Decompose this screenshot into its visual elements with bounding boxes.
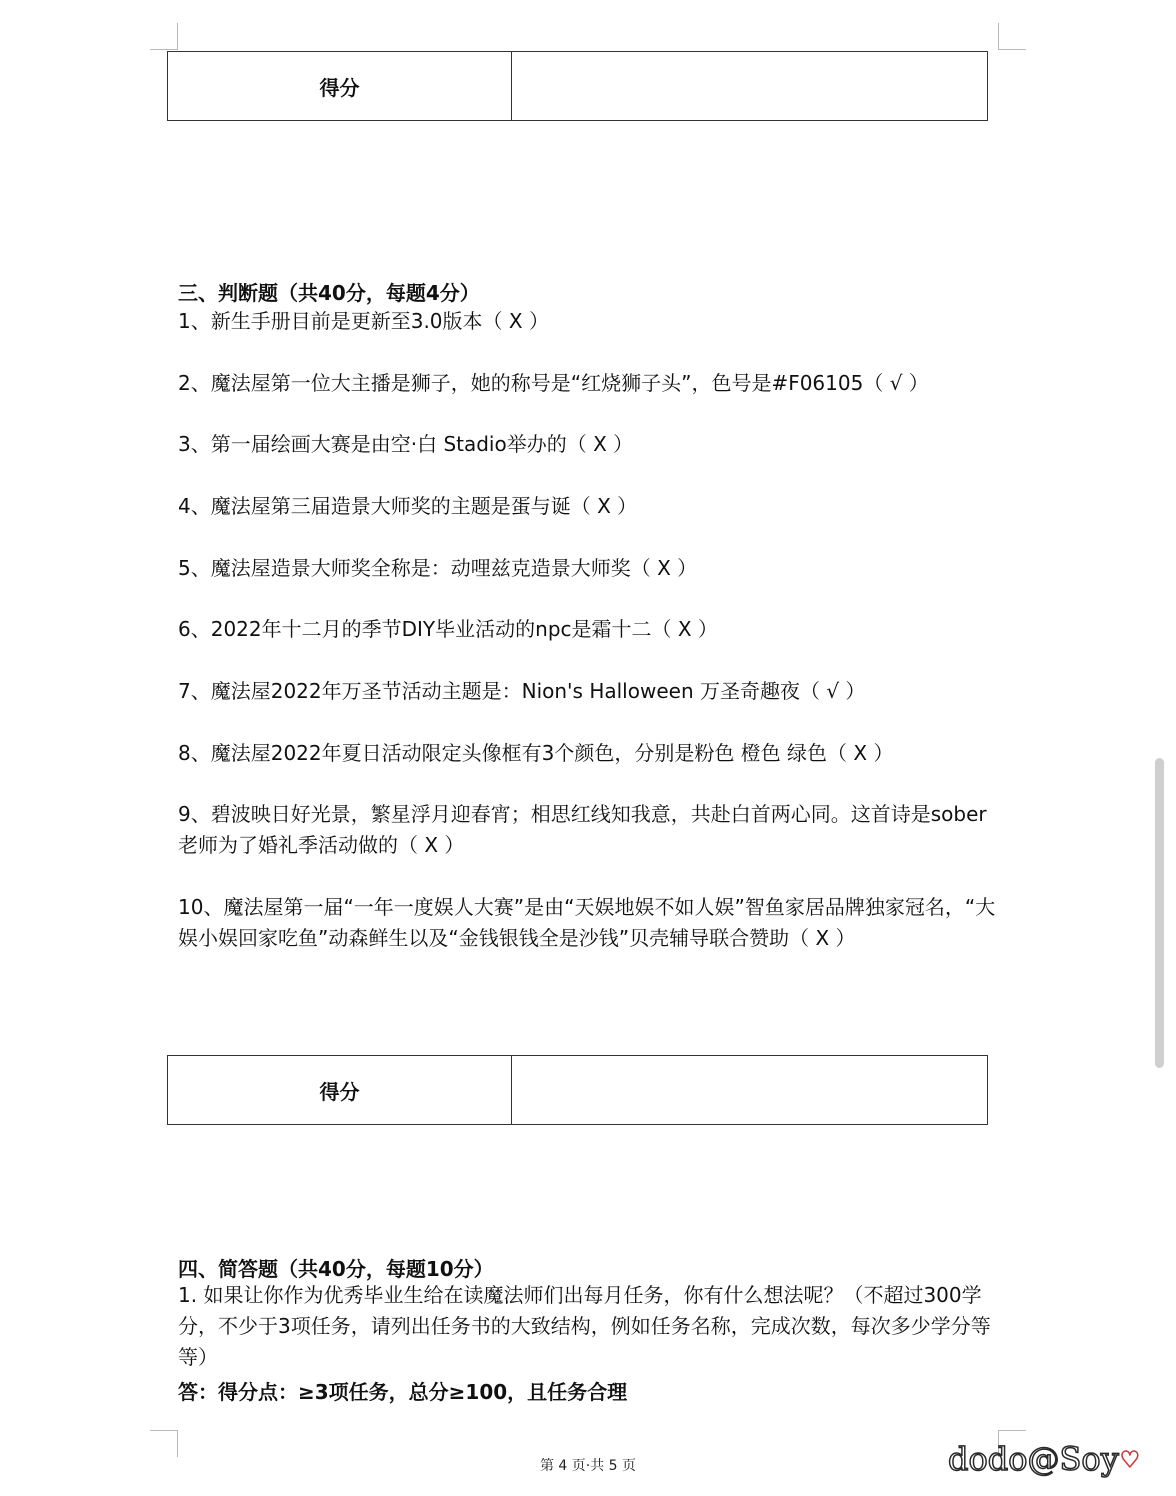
watermark-heart-icon: ♥	[1120, 1448, 1140, 1473]
crop-mark-top-right	[998, 23, 1026, 50]
score-label: 得分	[168, 52, 512, 120]
watermark-text: dodo@Soy	[948, 1440, 1119, 1478]
question-2: 2、魔法屋第一位大主播是狮子，她的称号是“红烧狮子头”，色号是#F06105（ √ ）	[178, 371, 929, 395]
question-4: 4、魔法屋第三届造景大师奖的主题是蛋与诞（ X ）	[178, 494, 638, 518]
question-5: 5、魔法屋造景大师奖全称是：动哩兹克造景大师奖（ X ）	[178, 556, 698, 580]
question-7: 7、魔法屋2022年万圣节活动主题是：Nion's Halloween 万圣奇趣夜（ √ ）	[178, 679, 866, 703]
score-value-cell	[512, 52, 987, 120]
score-table-top	[167, 51, 988, 121]
score-table-bottom	[167, 1055, 988, 1125]
question-3: 3、第一届绘画大赛是由空·白 Stadio举办的（ X ）	[178, 432, 634, 456]
score-label: 得分	[168, 1056, 512, 1124]
crop-mark-top-left	[150, 23, 178, 50]
score-value-cell	[512, 1056, 987, 1124]
section-title-true-false: 三、判断题（共40分，每题4分）	[178, 281, 480, 305]
crop-mark-bottom-left	[150, 1430, 178, 1457]
question-6: 6、2022年十二月的季节DIY毕业活动的npc是霜十二（ X ）	[178, 617, 718, 641]
short-answer-question-1: 1. 如果让你作为优秀毕业生给在读魔法师们出每月任务，你有什么想法呢？（不超过300学分，不少于3项任务，请列出任务书的大致结构，例如任务名称，完成次数，每次多少学分等等）	[178, 1283, 991, 1369]
answer-scoring-points: 答：得分点：≥3项任务，总分≥100，且任务合理	[178, 1380, 628, 1404]
vertical-scrollbar[interactable]	[1155, 758, 1164, 1068]
question-10: 10、魔法屋第一届“一年一度娱人大赛”是由“天娱地娱不如人娱”智鱼家居品牌独家冠名，“大娱小娱回家吃鱼”动森鲜生以及“金钱银钱全是沙钱”贝壳辅导联合赞助（ X ）	[178, 895, 996, 950]
question-9: 9、碧波映日好光景，繁星浮月迎春宵；相思红线知我意，共赴白首两心同。这首诗是sober老师为了婚礼季活动做的（ X ）	[178, 802, 987, 857]
question-1: 1、新生手册目前是更新至3.0版本（ X ）	[178, 309, 549, 333]
question-8: 8、魔法屋2022年夏日活动限定头像框有3个颜色，分别是粉色 橙色 绿色（ X ）	[178, 741, 894, 765]
page-number: 第 4 页·共 5 页	[539, 1458, 637, 1474]
section-title-short-answer: 四、简答题（共40分，每题10分）	[178, 1257, 494, 1281]
